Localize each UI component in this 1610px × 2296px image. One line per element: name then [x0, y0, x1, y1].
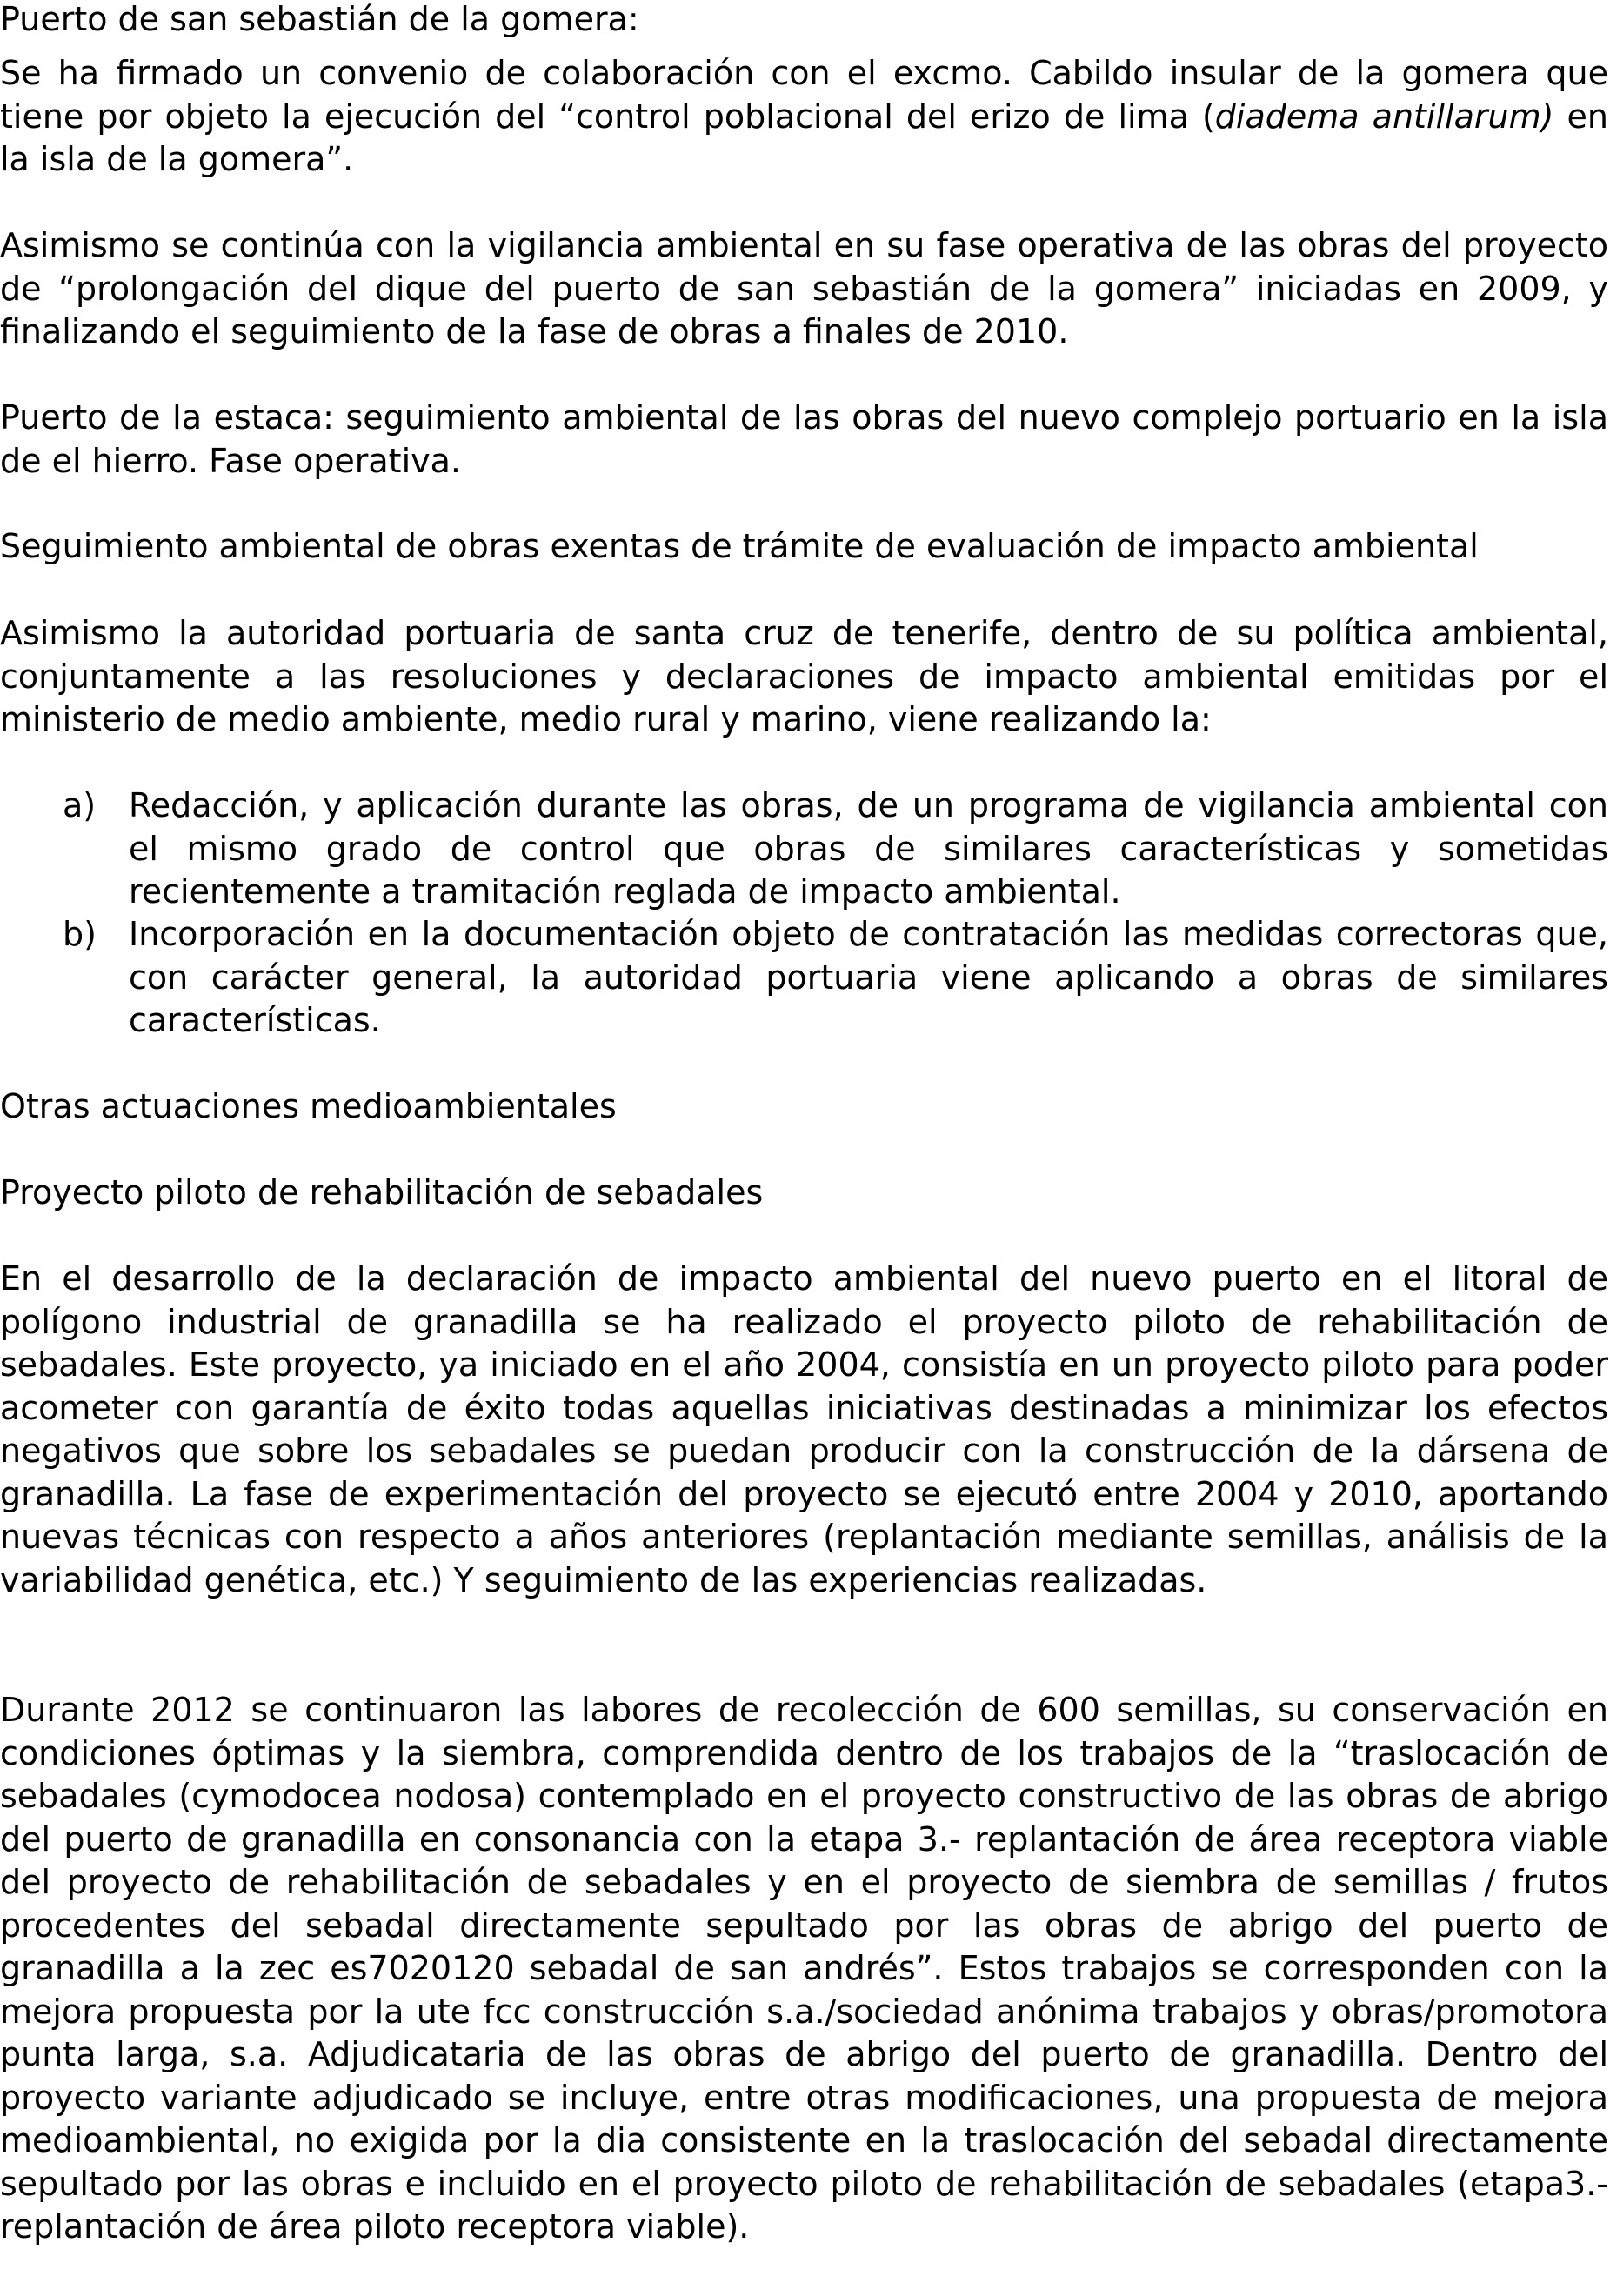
paragraph-desarrollo: En el desarrollo de la declaración de impacto ambiental del nuevo puerto en el litoral de polígono industrial de granadilla se ha realizado el proyecto piloto de rehabilitación de sebadales. Este proyecto, ya iniciado en el año 2004, consistía en un proyecto piloto para poder acometer con garantía de éxito todas aquellas iniciativas destinadas a minimizar los efectos negativos que sobre los sebadales se puedan producir con la construcción de la dársena de granadilla. La fase de experimentación del proyecto se ejecutó entre 2004 y 2010, aportando nuevas técnicas con respecto a años anteriores (replantación mediante semillas, análisis de la variabilidad genética, etc.) Y seguimiento de las experiencias realizadas. [0, 1259, 1608, 1599]
paragraph-durante-2012: Durante 2012 se continuaron las labores de recolección de 600 semillas, su conservación en condiciones óptimas y la siembra, comprendida dentro de los trabajos de la “traslocación de sebadales (cymodocea nodosa) contemplado en el proyecto constructivo de las obras de abrigo del puerto de granadilla en consonancia con la etapa 3.- replantación de área receptora viable del proyecto de rehabilitación de sebadales y en el proyecto de siembra de semillas / frutos procedentes del sebadal directamente sepultado por las obras de abrigo del puerto de granadilla a la zec es7020120 sebadal de san andrés”. Estos trabajos se corresponden con la mejora propuesta por la ute fcc construcción s.a./sociedad anónima trabajos y obras/promotora punta larga, s.a. Adjudicataria de las obras de abrigo del puerto de granadilla. Dentro del proyecto variante adjudicado se incluye, entre otras modificaciones, una propuesta de mejora medioambiental, no exigida por la dia consistente en la traslocación del sebadal directamente sepultado por las obras e incluido en el proyecto piloto de rehabilitación de sebadales (etapa3.- replantación de área piloto receptora viable). [0, 1691, 1608, 2246]
heading-puerto-gomera: Puerto de san sebastián de la gomera: [0, 0, 639, 38]
list-item-b [63, 913, 1608, 1043]
paragraph-estaca: Puerto de la estaca: seguimiento ambiental de las obras del nuevo complejo portuario en la isla de el hierro. Fase operativa. [0, 398, 1608, 480]
list-marker-a: a) [63, 786, 97, 824]
list-marker-b: b) [63, 915, 97, 953]
heading-otras-actuaciones: Otras actuaciones medioambientales [0, 1087, 617, 1125]
list-text-a: Redacción, y aplicación durante las obras, de un programa de vigilancia ambiental con el mismo grado de control que obras de similares características y sometidas recientemente a tramitación reglada de impacto ambiental. [129, 786, 1608, 911]
paragraph-autoridad: Asimismo la autoridad portuaria de santa cruz de tenerife, dentro de su política ambiental, conjuntamente a las resoluciones y declaraciones de impacto ambiental emitidas por el ministerio de medio ambiente, medio rural y marino, viene realizando la: [0, 614, 1608, 738]
heading-seguimiento: Seguimiento ambiental de obras exentas de trámite de evaluación de impacto ambiental [0, 527, 1479, 565]
paragraph-convenio [0, 52, 1608, 182]
list-text-b: Incorporación en la documentación objeto de contratación las medidas correctoras que, con carácter general, la autoridad portuaria viene aplicando a obras de similares características. [129, 915, 1608, 1039]
heading-proyecto-piloto: Proyecto piloto de rehabilitación de sebadales [0, 1173, 764, 1211]
paragraph-convenio-tail: en la isla de la gomera”. [0, 97, 1608, 178]
list-item-a [63, 784, 1608, 914]
paragraph-vigilancia: Asimismo se continúa con la vigilancia ambiental en su fase operativa de las obras del proyecto de “prolongación del dique del puerto de san sebastián de la gomera” iniciadas en 2009, y finalizando el seguimiento de la fase de obras a finales de 2010. [0, 226, 1608, 350]
paragraph-convenio-text: Se ha firmado un convenio de colaboración con el excmo. Cabildo insular de la gomera que tiene por objeto la ejecución del “control poblacional del erizo de lima ( [0, 54, 1608, 136]
species-name-italic: diadema antillarum) [1214, 97, 1554, 136]
